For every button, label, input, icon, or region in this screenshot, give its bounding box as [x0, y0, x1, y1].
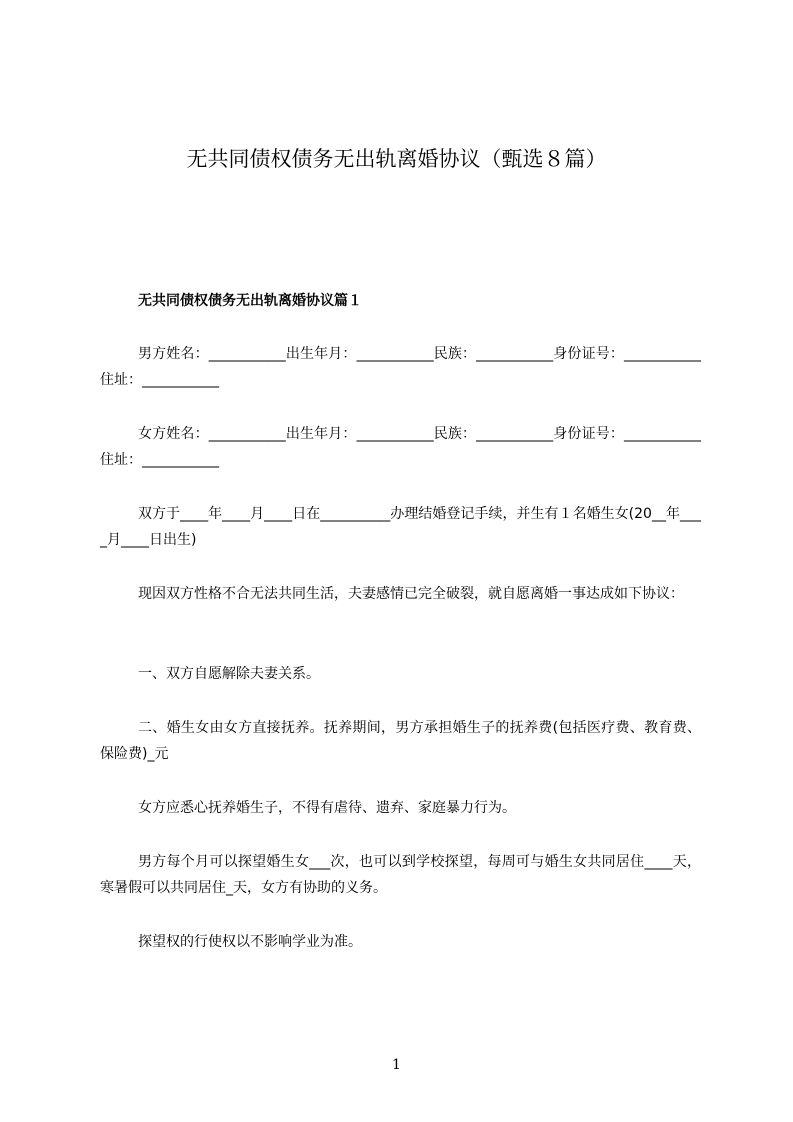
- paragraph-divorce-reason: 现因双方性格不合无法共同生活，夫妻感情已完全破裂，就自愿离婚一事达成如下协议：: [138, 586, 684, 602]
- paragraph-care-obligation: 女方应悉心抚养婚生子，不得有虐待、遗弃、家庭暴力行为。: [138, 800, 516, 816]
- paragraph-female-info: 女方姓名：___________出生年月：___________民族：___________身份证号：___________住址：___________: [100, 426, 701, 468]
- paragraph-clause-1: 一、双方自愿解除夫妻关系。: [138, 666, 320, 682]
- paragraph-marriage-registration: 双方于____年____月____日在__________办理结婚登记手续，并生有１名婚生女(20__年____月____日出生): [100, 506, 701, 548]
- page-number: 1: [392, 1057, 401, 1073]
- paragraph-visitation-limit: 探望权的行使权以不影响学业为准。: [138, 934, 362, 950]
- paragraph-clause-2: 二、婚生女由女方直接抚养。抚养期间，男方承担婚生子的抚养费(包括医疗费、教育费、保险费)_元: [100, 720, 701, 762]
- section-heading: 无共同债权债务无出轨离婚协议篇１: [138, 293, 362, 309]
- document-title: 无共同债权债务无出轨离婚协议（甄选８篇）: [186, 147, 607, 171]
- paragraph-visitation: 男方每个月可以探望婚生女___次，也可以到学校探望，每周可与婚生女共同居住____天，寒暑假可以共同居住_天，女方有协助的义务。: [100, 854, 701, 896]
- paragraph-male-info: 男方姓名：___________出生年月：___________民族：___________身份证号：___________住址：___________: [100, 346, 701, 388]
